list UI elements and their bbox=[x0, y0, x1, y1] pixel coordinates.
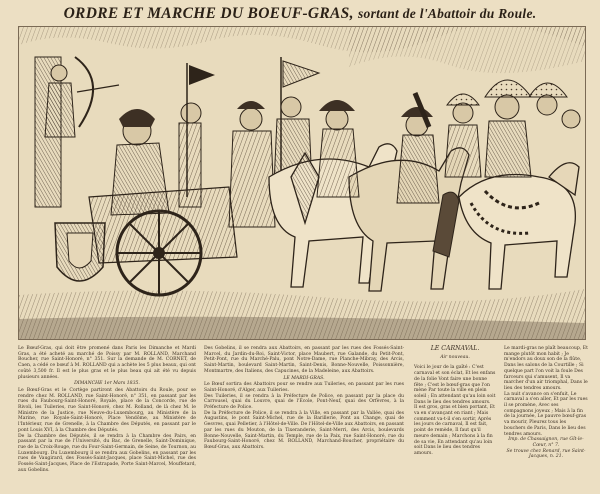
col1-para3: De la Chambre des Députés, il se rendra à la Chambre des Pairs, en passant par la rue de l'Université, du Bac, de Grenelle, Saint-Dominique, rue de la Croix-Rouge, rue du Four-Saint-Germain, de Seine, de Tournon, au Luxembourg. Du Luxembourg il se rendra aux Gobelins, en passant par les rues de Vaugirard, des Fossés-Saint-Jacques, place Saint-Michel, rue des Fossés-Saint-Jacques, Place de l'Estrapade, Porte Saint-Marcel, Mouffetard, aux Gobelins. bbox=[18, 433, 196, 473]
song-stanza-1: Voici le jour de la gaîté : C'est carnaval et son éclat, Et les enfans de la folie Vont faire une bonne fête ; C'est le bœuf-gras que l'on mène Par toute la ville en plein soleil ; En attendant qu'au loin soit Dans le lieu des tendres amours. bbox=[414, 365, 496, 405]
woodcut-engraving bbox=[18, 26, 586, 340]
col2-heading: LE MARDI-GRAS. bbox=[283, 375, 325, 381]
col2-para4: De la Préfecture de Police, il se rendra à la Ville, en passant par la Vallée, quai des Augustins, le pont Saint-Michel, rue de la Barillerie, Pont au Change, quai de Gesvres, quai Pelletier, à l'Hôtel-de-Ville. De l'Hôtel-de-Ville aux Abattoirs, en passant par les rues du Mouton, de la Tixeranderie, Saint-Merri, des Arcis, boulevards Bonne-Nouvelle, Saint-Martin, du Temple, rue de la Paix, rue Saint-Honoré, rue du Faubourg-Saint-Honoré, chez M. ROLLAND, Marchand-Boucher, propriétaire du Bœuf-Gras, aux Abattoirs. bbox=[204, 410, 404, 450]
col1-para2: Le Bœuf-Gras et le Cortège partiront des Abattoirs du Roule, pour se rendre chez M. ROLLAND, rue Saint-Honoré, n° 351, en passant par les rues du Faubourg-Saint-Honoré, Royale, place de la Concorde, rue de Rivoli, les Tuileries, rue Saint-Honoré, chez M. Rolland, de là chez M. le Ministre de la Justice, rue Neuve-du-Luxembourg, au Ministère de la Marine, rue Royale-Saint-Honoré, Place Vendôme, au Ministère de l'Intérieur, rue de Grenelle, à la Chambre des Députés, en passant par le pont Louis XVI, à la Chambre des Députés. bbox=[18, 387, 196, 433]
song-air: Air nouveau. bbox=[440, 354, 470, 360]
page-title bbox=[0, 5, 600, 23]
col2-para3: Des Tuileries, il se rendra à la Préfecture de Police, en passant par la place du Carrousel, quai du Louvre, quai de l'École, Pont-Neuf, quai des Orfèvres, à la Préfecture de Police. bbox=[204, 393, 404, 411]
col4-stanza-1: Le mardi-gras ne plaît beaucoup, Et mange plutôt mon habit ; Je m'endors au doux son de la flûte, Dans les salons de la Courtille ; Si quelque part l'on voit la foule Des farceurs qui s'amusent, Il va marcher d'un air triomphal, Dans le lieu des tendres amours. bbox=[504, 346, 588, 391]
column-4 bbox=[504, 346, 588, 460]
column-2 bbox=[204, 346, 404, 451]
col1-para1: Le Bœuf-Gras, qui doit être promené dans Paris les Dimanche et Mardi Gras, a été acheté au marché de Poissy par M. ROLLAND, Marchand Boucher, rue Saint-Honoré, n° 351. Sur la demande de M. CORNET, de Caen, a cédé ce bœuf à M. ROLLAND qui a achète les 5 plus beaux, qui ont coûté 3,500 fr. Il est le plus gras et le plus beau qui ait été vu depuis plusieurs années. bbox=[18, 346, 196, 380]
song-column bbox=[414, 346, 496, 457]
title-main: ORDRE ET MARCHE DU BOEUF-GRAS, bbox=[63, 5, 354, 22]
col2-para2: Le Bœuf sortira des Abattoirs pour se rendre aux Tuileries, en passant par les rues Saint-Honoré, d'Alger, aux Tuileries. bbox=[204, 382, 404, 393]
text-columns bbox=[18, 346, 588, 490]
col2-para1: Des Gobelins, il se rendra aux Abattoirs, en passant par les rues des Fossés-Saint-Marcel, du Jardin-du-Roi, Saint-Victor, place Maubert, rue Galande, du Petit-Pont, Petit-Pont, rue du Marché-Palu, pont Notre-Dame, rue Planche-Mibray, des Arcis, Saint-Martin, boulevard Saint-Martin, Saint-Denis, Bonne-Nouvelle, Poissonnière, Montmartre, des Italiens, des Capucines, de la Madeleine, aux Abattoirs. bbox=[204, 346, 404, 374]
woodcut-procession-icon bbox=[19, 27, 585, 339]
song-stanza-2: Il est gros, gras et bien portant, Et va en s'avançant en riant ; Mais comment va-t-il s'en sortir, Après les jours de carnaval, Il est fait, point de remède, Il faut qu'il meure demain ; Marchons à la fin de sa vie, En attendant qu'au loin soit Dans le lieu des tendres amours. bbox=[414, 405, 495, 456]
column-1 bbox=[18, 346, 196, 473]
imprint-printer: Imp. de Chassaignon, rue Gît-le-Cœur, n° 7. bbox=[508, 437, 584, 448]
song-title: LE CARNAVAL. bbox=[430, 345, 480, 352]
imprint-seller: Se trouve chez Renard, rue Saint-Jacques, n. 21. bbox=[506, 448, 586, 460]
col1-heading: DIMANCHE 1er Mars 1835. bbox=[74, 381, 140, 387]
title-sub: sortant de l'Abattoir du Roule. bbox=[357, 6, 537, 21]
col4-stanza-2: La nuit s'avance on s'enfuit, Le carnaval a s'en aller, Et par les rues il se promène, Avec ses compagnons joyeux ; Mais à la fin de la journée, Le pauvre bœuf-gras va mourir, Pleurez tous les bouchers de Paris, Dans le lieu des tendres amours. bbox=[504, 391, 588, 437]
